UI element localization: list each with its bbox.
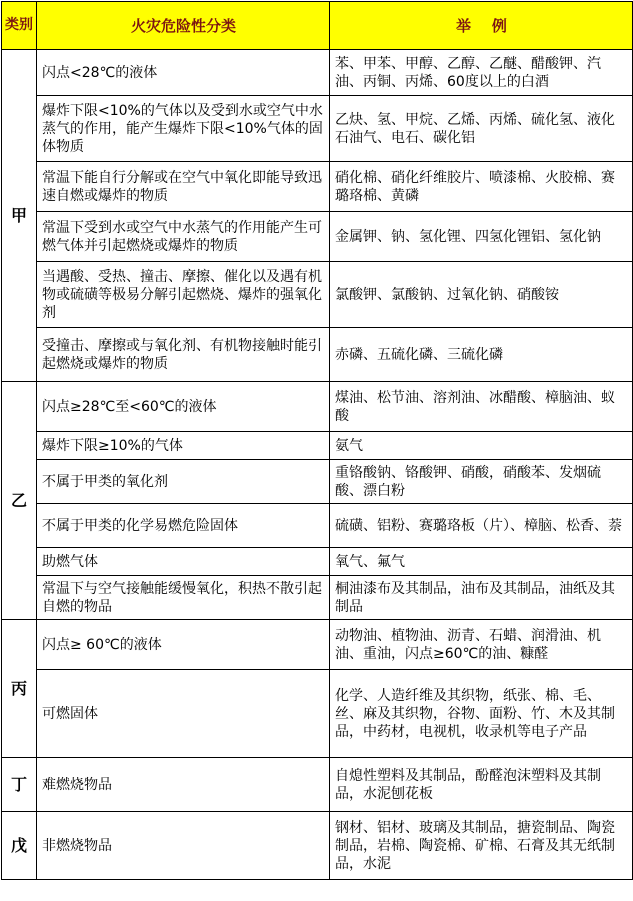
table-row	[2, 504, 633, 548]
category-cell: 戊	[2, 812, 37, 880]
examples-cell: 钢材、铝材、玻璃及其制品，搪瓷制品、陶瓷制品，岩棉、陶瓷棉、矿棉、石膏及其无纸制品，水泥	[330, 812, 633, 880]
examples-cell: 硫磺、铝粉、赛璐珞板（片）、樟脑、松香、萘	[330, 504, 633, 548]
classification-cell: 当遇酸、受热、撞击、摩擦、催化以及遇有机物或硫磺等极易分解引起燃烧、爆炸的强氧化剂	[37, 262, 330, 328]
classification-cell: 爆炸下限≥10%的气体	[37, 432, 330, 460]
classification-cell: 可燃固体	[37, 670, 330, 758]
category-cell: 乙	[2, 382, 37, 620]
classification-cell: 闪点≥ 60℃的液体	[37, 620, 330, 670]
table-row	[2, 212, 633, 262]
classification-cell: 非燃烧物品	[37, 812, 330, 880]
table-row	[2, 432, 633, 460]
examples-cell: 氧气、氟气	[330, 548, 633, 576]
classification-cell: 常温下能自行分解或在空气中氧化即能导致迅速自燃或爆炸的物质	[37, 162, 330, 212]
classification-cell: 爆炸下限<10%的气体以及受到水或空气中水蒸气的作用，能产生爆炸下限<10%气体的固体物质	[37, 96, 330, 162]
classification-cell: 受撞击、摩擦或与氧化剂、有机物接触时能引起燃烧或爆炸的物质	[37, 328, 330, 382]
examples-cell: 赤磷、五硫化磷、三硫化磷	[330, 328, 633, 382]
classification-cell: 闪点<28℃的液体	[37, 50, 330, 96]
table-row	[2, 162, 633, 212]
examples-cell: 重铬酸钠、铬酸钾、硝酸，硝酸苯、发烟硫酸、漂白粉	[330, 460, 633, 504]
table-row	[2, 382, 633, 432]
table-row	[2, 670, 633, 758]
examples-cell: 金属钾、钠、氢化锂、四氢化锂铝、氢化钠	[330, 212, 633, 262]
classification-cell: 常温下与空气接触能缓慢氧化，积热不散引起自燃的物品	[37, 576, 330, 620]
category-cell: 丁	[2, 758, 37, 812]
examples-cell: 化学、人造纤维及其织物，纸张、棉、毛、丝、麻及其织物，谷物、面粉、竹、木及其制品，中药材，电视机，收录机等电子产品	[330, 670, 633, 758]
table-body	[2, 50, 633, 880]
classification-cell: 助燃气体	[37, 548, 330, 576]
table-row	[2, 758, 633, 812]
table-row	[2, 812, 633, 880]
examples-cell: 氯酸钾、氯酸钠、过氧化钠、硝酸铵	[330, 262, 633, 328]
table-row	[2, 328, 633, 382]
classification-cell: 常温下受到水或空气中水蒸气的作用能产生可燃气体并引起燃烧或爆炸的物质	[37, 212, 330, 262]
header-classification: 火灾危险性分类	[37, 2, 330, 50]
examples-cell: 动物油、植物油、沥青、石蜡、润滑油、机油、重油，闪点≥60℃的油、糠醛	[330, 620, 633, 670]
examples-cell: 自熄性塑料及其制品，酚醛泡沫塑料及其制品，水泥刨花板	[330, 758, 633, 812]
table-row	[2, 460, 633, 504]
table-row	[2, 576, 633, 620]
examples-cell: 苯、甲苯、甲醇、乙醇、乙醚、醋酸钾、汽油、丙铜、丙烯、60度以上的白酒	[330, 50, 633, 96]
examples-cell: 氨气	[330, 432, 633, 460]
classification-cell: 不属于甲类的氧化剂	[37, 460, 330, 504]
examples-cell: 硝化棉、硝化纤维胶片、喷漆棉、火胶棉、赛璐珞棉、黄磷	[330, 162, 633, 212]
classification-cell: 不属于甲类的化学易燃危险固体	[37, 504, 330, 548]
table-row	[2, 50, 633, 96]
table-row	[2, 620, 633, 670]
header-category: 类别	[2, 2, 37, 50]
header-row	[2, 2, 633, 50]
category-cell: 丙	[2, 620, 37, 758]
examples-cell: 乙炔、氢、甲烷、乙烯、丙烯、硫化氢、液化石油气、电石、碳化铝	[330, 96, 633, 162]
classification-cell: 难燃烧物品	[37, 758, 330, 812]
table-row	[2, 262, 633, 328]
classification-cell: 闪点≥28℃至<60℃的液体	[37, 382, 330, 432]
fire-hazard-table	[1, 1, 633, 880]
examples-cell: 煤油、松节油、溶剂油、冰醋酸、樟脑油、蚁酸	[330, 382, 633, 432]
header-examples: 举 例	[330, 2, 633, 50]
examples-cell: 桐油漆布及其制品，油布及其制品，油纸及其制品	[330, 576, 633, 620]
table-row	[2, 548, 633, 576]
table-row	[2, 96, 633, 162]
category-cell: 甲	[2, 50, 37, 382]
